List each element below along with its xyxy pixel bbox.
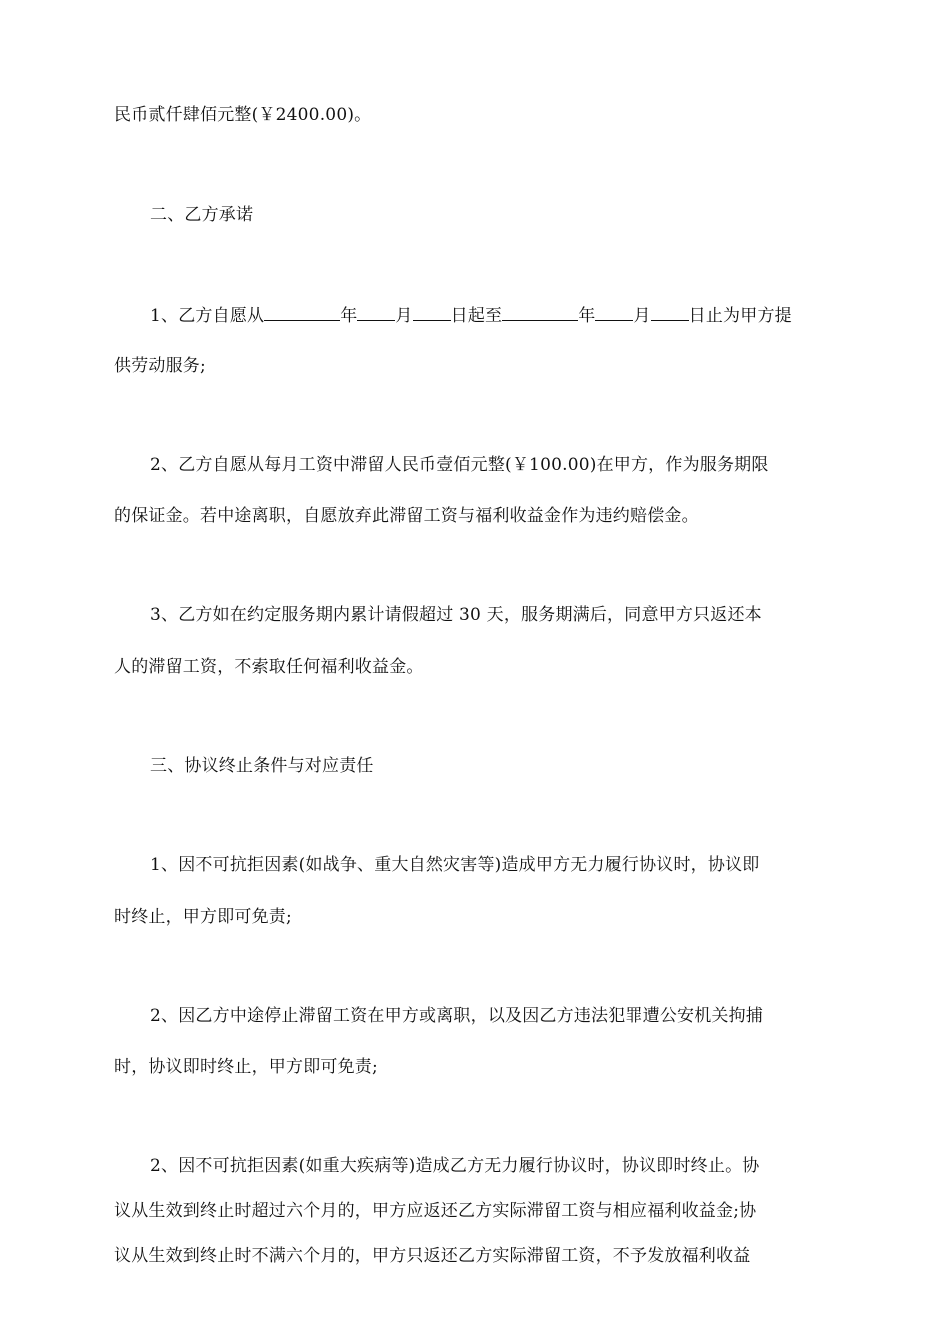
blank-field	[413, 302, 451, 321]
paragraph-line	[150, 302, 880, 328]
text-fragment: 月	[633, 306, 651, 326]
paragraph-line: 议从生效到终止时超过六个月的，甲方应返还乙方实际滞留工资与相应福利收益金;协	[114, 1201, 757, 1221]
paragraph-line: 民币贰仟肆佰元整(￥2400.00)。	[114, 105, 372, 125]
blank-field	[651, 302, 689, 321]
blank-field	[502, 302, 578, 321]
paragraph-line: 1、因不可抗拒因素(如战争、重大自然灾害等)造成甲方无力履行协议时，协议即	[150, 855, 760, 875]
paragraph-line: 时终止，甲方即可免责;	[114, 907, 292, 927]
text-fragment: 1、乙方自愿从	[150, 306, 265, 326]
paragraph-line: 人的滞留工资，不索取任何福利收益金。	[114, 657, 424, 677]
paragraph-line: 2、乙方自愿从每月工资中滞留人民币壹佰元整(￥100.00)在甲方，作为服务期限	[150, 455, 769, 475]
paragraph-line: 3、乙方如在约定服务期内累计请假超过 30 天，服务期满后，同意甲方只返还本	[150, 605, 762, 625]
paragraph-line: 时，协议即时终止，甲方即可免责;	[114, 1057, 378, 1077]
section-heading: 二、乙方承诺	[150, 205, 254, 225]
text-fragment: 年	[340, 306, 358, 326]
blank-field	[595, 302, 633, 321]
paragraph-line: 供劳动服务;	[114, 356, 206, 376]
paragraph-line: 2、因乙方中途停止滞留工资在甲方或离职，以及因乙方违法犯罪遭公安机关拘捕	[150, 1006, 764, 1026]
paragraph-line: 2、因不可抗拒因素(如重大疾病等)造成乙方无力履行协议时，协议即时终止。协	[150, 1156, 760, 1176]
text-fragment: 日起至	[450, 306, 503, 326]
section-heading: 三、协议终止条件与对应责任	[150, 756, 374, 776]
text-fragment: 月	[395, 306, 413, 326]
blank-field	[357, 302, 395, 321]
paragraph-line: 议从生效到终止时不满六个月的，甲方只返还乙方实际滞留工资，不予发放福利收益	[114, 1246, 751, 1266]
paragraph-line: 的保证金。若中途离职，自愿放弃此滞留工资与福利收益金作为违约赔偿金。	[114, 506, 699, 526]
text-fragment: 年	[578, 306, 596, 326]
blank-field	[264, 302, 340, 321]
text-fragment: 日止为甲方提	[688, 306, 792, 326]
